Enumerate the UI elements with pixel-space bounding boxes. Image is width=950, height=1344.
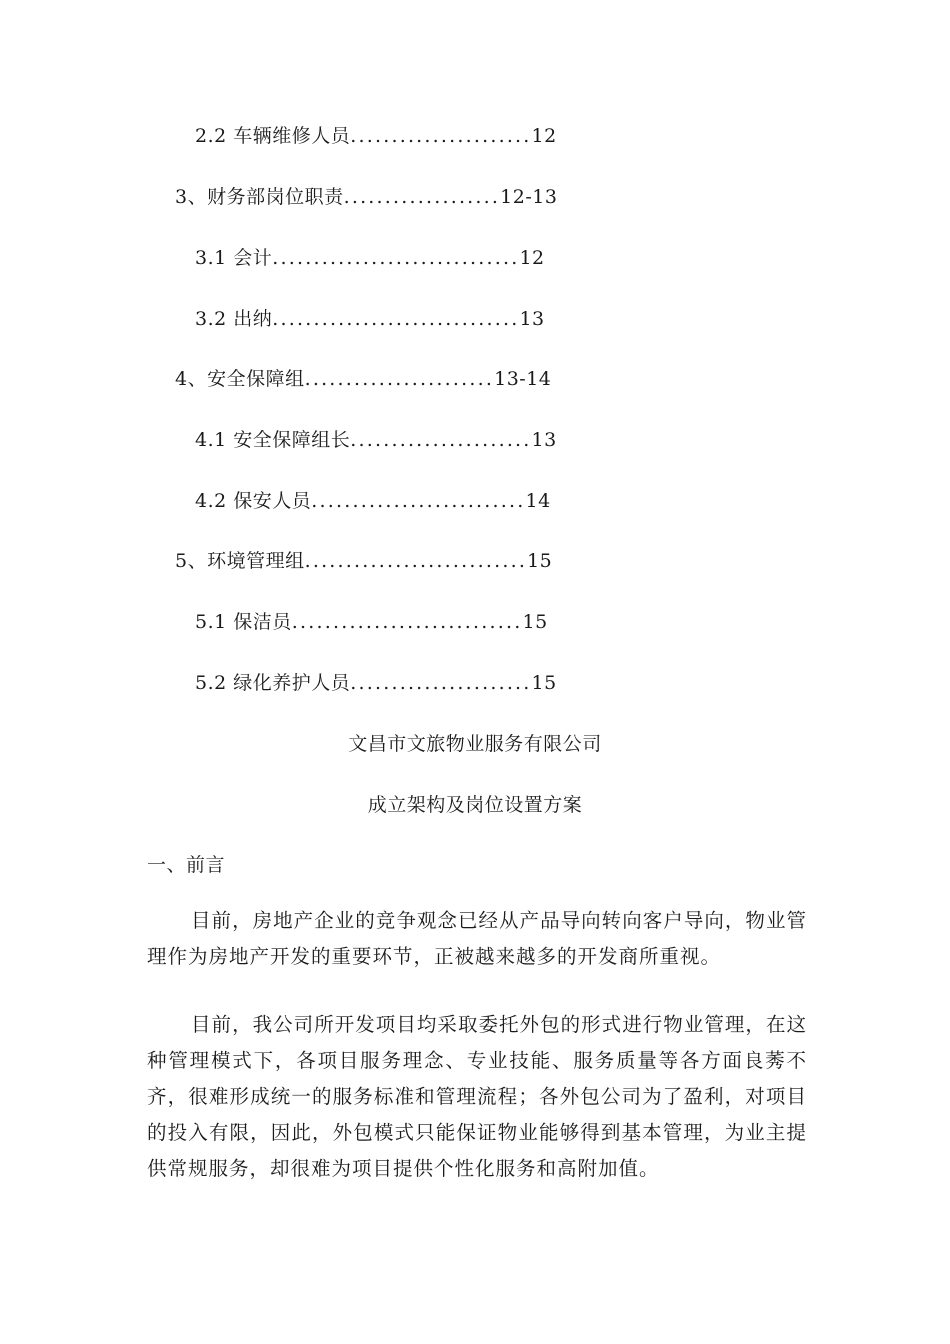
body-paragraph: 目前，房地产企业的竞争观念已经从产品导向转向客户导向，物业管理作为房地产开发的重要环节，正被越来越多的开发商所重视。 [147, 909, 807, 968]
toc-entry-label: 5.2 绿化养护人员 [195, 672, 351, 694]
toc-entry[interactable] [175, 185, 557, 209]
toc-entry-dots: ............................ [291, 611, 523, 633]
toc-entry-label: 3.1 会计 [195, 247, 273, 269]
toc-entry-label: 3、财务部岗位职责 [175, 186, 344, 208]
toc-entry-dots: ....................... [304, 368, 495, 390]
toc-entry-page: 13 [531, 429, 557, 451]
toc-entry-dots: ........................... [304, 550, 528, 572]
toc-entry-dots: ...................... [350, 125, 532, 147]
toc-entry-dots: .............................. [272, 247, 520, 269]
company-name: 文昌市文旅物业服务有限公司 [348, 733, 602, 755]
toc-entry[interactable] [195, 428, 557, 452]
toc-entry-label: 2.2 车辆维修人员 [195, 125, 351, 147]
toc-entry-label: 4、安全保障组 [175, 368, 305, 390]
toc-entry-dots: ................... [343, 186, 501, 208]
toc-entry-label: 5、环境管理组 [175, 550, 305, 572]
document-title: 成立架构及岗位设置方案 [367, 794, 583, 816]
toc-entry-dots: .............................. [272, 308, 520, 330]
toc-entry-dots: ...................... [350, 672, 532, 694]
toc-entry[interactable] [195, 124, 557, 148]
toc-entry-page: 12 [531, 125, 557, 147]
toc-entry[interactable] [175, 367, 551, 391]
toc-entry[interactable] [175, 549, 552, 573]
toc-entry-page: 15 [527, 550, 553, 572]
toc-entry[interactable] [195, 246, 545, 270]
toc-entry[interactable] [195, 307, 545, 331]
toc-entry-page: 15 [522, 611, 548, 633]
toc-entry-label: 4.2 保安人员 [195, 490, 312, 512]
toc-entry-dots: .......................... [311, 490, 526, 512]
toc-entry-dots: ...................... [350, 429, 532, 451]
toc-entry-page: 14 [525, 490, 551, 512]
body-paragraph: 目前，我公司所开发项目均采取委托外包的形式进行物业管理，在这种管理模式下，各项目服务理念、专业技能、服务质量等各方面良莠不齐，很难形成统一的服务标准和管理流程；各外包公司为了盈利，对项目的投入有限，因此，外包模式只能保证物业能够得到基本管理，为业主提供常规服务，却很难为项目提供个性化服务和高附加值。 [147, 1013, 807, 1180]
section-heading: 一、前言 [147, 854, 226, 876]
toc-entry-page: 12-13 [500, 186, 558, 208]
toc-entry-page: 13 [519, 308, 545, 330]
toc-entry[interactable] [195, 489, 551, 513]
toc-entry[interactable] [195, 671, 557, 695]
toc-entry-page: 15 [531, 672, 557, 694]
toc-entry-label: 3.2 出纳 [195, 308, 273, 330]
toc-entry-page: 12 [519, 247, 545, 269]
toc-entry-label: 4.1 安全保障组长 [195, 429, 351, 451]
toc-entry-page: 13-14 [494, 368, 552, 390]
toc-entry-label: 5.1 保洁员 [195, 611, 292, 633]
toc-entry[interactable] [195, 610, 548, 634]
